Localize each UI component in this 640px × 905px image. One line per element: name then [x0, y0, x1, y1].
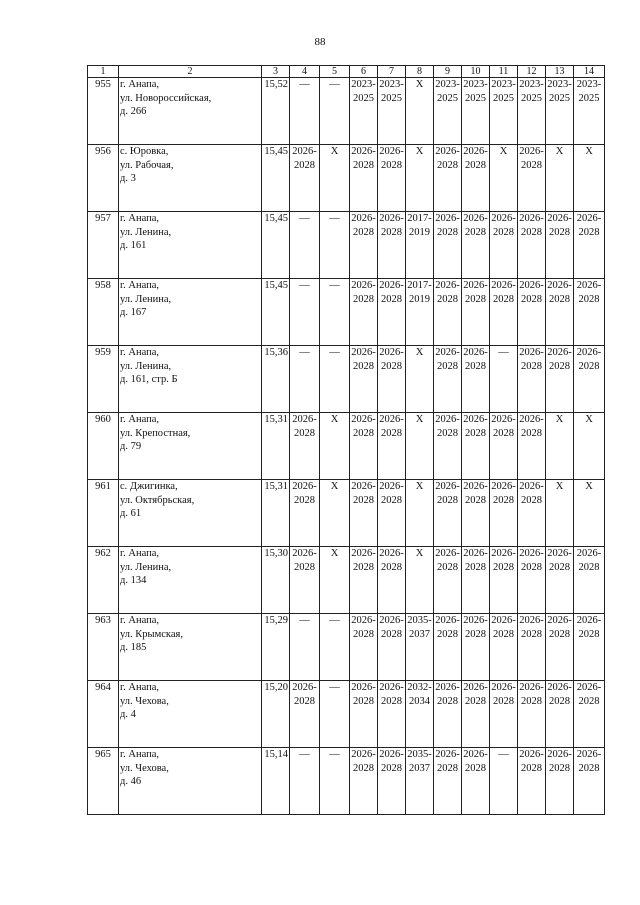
- period-cell: 2023-2025: [574, 78, 605, 145]
- address-line: д. 3: [120, 173, 136, 184]
- value-cell: 15,31: [262, 413, 290, 480]
- period-cell: 2026-2028: [574, 346, 605, 413]
- period-cell: 2026-2028: [518, 212, 546, 279]
- address-line: ул. Октябрьская,: [120, 494, 195, 506]
- period-cell: 2023-2025: [490, 78, 518, 145]
- table-row: [88, 145, 605, 212]
- period-cell: 2026-2028: [350, 212, 378, 279]
- period-cell: 2026-2028: [574, 279, 605, 346]
- table-row: [88, 614, 605, 681]
- period-cell: 2035-2037: [406, 748, 434, 815]
- period-cell: 2026-2028: [462, 748, 490, 815]
- row-number: 965: [88, 748, 119, 815]
- column-header: 7: [378, 66, 406, 78]
- period-cell: 2026-2028: [462, 279, 490, 346]
- address-cell: [119, 681, 262, 748]
- address-cell: [119, 547, 262, 614]
- period-cell: 2026-2028: [290, 480, 320, 547]
- period-cell: X: [406, 346, 434, 413]
- address-cell: [119, 346, 262, 413]
- period-cell: 2026-2028: [518, 346, 546, 413]
- address-line: д. 167: [120, 307, 147, 318]
- period-cell: X: [406, 547, 434, 614]
- period-cell: 2026-2028: [378, 614, 406, 681]
- address-line: г. Анапа,: [120, 414, 160, 425]
- column-header: 3: [262, 66, 290, 78]
- address-line: г. Анапа,: [120, 615, 160, 626]
- period-cell: —: [290, 614, 320, 681]
- period-cell: 2026-2028: [546, 212, 574, 279]
- address-line: д. 4: [120, 709, 136, 720]
- period-cell: —: [320, 681, 350, 748]
- period-cell: —: [490, 748, 518, 815]
- period-cell: 2026-2028: [518, 145, 546, 212]
- period-cell: 2026-2028: [490, 413, 518, 480]
- row-number: 960: [88, 413, 119, 480]
- row-number: 956: [88, 145, 119, 212]
- period-cell: X: [546, 480, 574, 547]
- period-cell: 2023-2025: [546, 78, 574, 145]
- column-header: 4: [290, 66, 320, 78]
- address-line: ул. Чехова,: [120, 762, 169, 774]
- period-cell: 2023-2025: [434, 78, 462, 145]
- period-cell: —: [290, 279, 320, 346]
- row-number: 959: [88, 346, 119, 413]
- period-cell: X: [406, 480, 434, 547]
- period-cell: 2026-2028: [378, 279, 406, 346]
- period-cell: X: [320, 480, 350, 547]
- period-cell: 2026-2028: [574, 547, 605, 614]
- period-cell: 2032-2034: [406, 681, 434, 748]
- column-header: 14: [574, 66, 605, 78]
- value-cell: 15,36: [262, 346, 290, 413]
- period-cell: 2026-2028: [290, 547, 320, 614]
- column-header: 2: [119, 66, 262, 78]
- period-cell: X: [490, 145, 518, 212]
- table-row: [88, 346, 605, 413]
- period-cell: X: [546, 145, 574, 212]
- value-cell: 15,52: [262, 78, 290, 145]
- period-cell: 2026-2028: [434, 413, 462, 480]
- table-row: [88, 480, 605, 547]
- address-line: г. Анапа,: [120, 280, 160, 291]
- column-header: 10: [462, 66, 490, 78]
- period-cell: 2026-2028: [546, 547, 574, 614]
- period-cell: X: [574, 413, 605, 480]
- period-cell: 2026-2028: [350, 614, 378, 681]
- address-line: д. 161: [120, 240, 147, 251]
- period-cell: —: [320, 748, 350, 815]
- period-cell: 2026-2028: [490, 480, 518, 547]
- period-cell: 2023-2025: [518, 78, 546, 145]
- period-cell: 2026-2028: [290, 145, 320, 212]
- address-line: ул. Ленина,: [120, 561, 172, 573]
- period-cell: 2026-2028: [290, 413, 320, 480]
- value-cell: 15,45: [262, 145, 290, 212]
- address-line: г. Анапа,: [120, 213, 160, 224]
- address-cell: [119, 748, 262, 815]
- period-cell: 2026-2028: [518, 480, 546, 547]
- period-cell: 2026-2028: [574, 681, 605, 748]
- period-cell: 2026-2028: [378, 413, 406, 480]
- period-cell: 2026-2028: [546, 614, 574, 681]
- period-cell: 2026-2028: [518, 614, 546, 681]
- address-line: г. Анапа,: [120, 347, 160, 358]
- row-number: 961: [88, 480, 119, 547]
- address-line: г. Анапа,: [120, 79, 160, 90]
- period-cell: 2035-2037: [406, 614, 434, 681]
- address-line: г. Анапа,: [120, 749, 160, 760]
- table-row: [88, 681, 605, 748]
- column-header: 1: [88, 66, 119, 78]
- table-row: [88, 279, 605, 346]
- address-line: г. Анапа,: [120, 548, 160, 559]
- period-cell: X: [406, 78, 434, 145]
- period-cell: 2026-2028: [574, 614, 605, 681]
- table-row: [88, 212, 605, 279]
- period-cell: 2026-2028: [490, 614, 518, 681]
- address-line: ул. Чехова,: [120, 695, 169, 707]
- table-row: [88, 748, 605, 815]
- value-cell: 15,14: [262, 748, 290, 815]
- period-cell: 2026-2028: [462, 212, 490, 279]
- address-cell: [119, 145, 262, 212]
- period-cell: 2026-2028: [462, 413, 490, 480]
- period-cell: —: [290, 212, 320, 279]
- period-cell: X: [406, 413, 434, 480]
- value-cell: 15,20: [262, 681, 290, 748]
- row-number: 958: [88, 279, 119, 346]
- period-cell: 2026-2028: [434, 748, 462, 815]
- register-table: [87, 65, 605, 815]
- period-cell: —: [290, 748, 320, 815]
- period-cell: 2026-2028: [574, 212, 605, 279]
- period-cell: 2026-2028: [434, 279, 462, 346]
- table-body: [88, 66, 605, 815]
- period-cell: 2026-2028: [546, 346, 574, 413]
- address-line: д. 161, стр. Б: [120, 374, 178, 385]
- table-header-row: [88, 66, 605, 78]
- period-cell: 2026-2028: [546, 279, 574, 346]
- period-cell: 2026-2028: [378, 145, 406, 212]
- period-cell: 2026-2028: [434, 614, 462, 681]
- row-number: 962: [88, 547, 119, 614]
- address-line: ул. Крепостная,: [120, 427, 191, 439]
- period-cell: 2026-2028: [462, 614, 490, 681]
- period-cell: 2026-2028: [462, 480, 490, 547]
- address-line: ул. Ленина,: [120, 293, 172, 305]
- period-cell: 2026-2028: [490, 547, 518, 614]
- period-cell: 2026-2028: [574, 748, 605, 815]
- period-cell: 2026-2028: [290, 681, 320, 748]
- period-cell: 2026-2028: [378, 748, 406, 815]
- period-cell: 2026-2028: [518, 547, 546, 614]
- period-cell: X: [320, 413, 350, 480]
- period-cell: 2026-2028: [350, 145, 378, 212]
- period-cell: 2026-2028: [434, 212, 462, 279]
- period-cell: 2026-2028: [518, 413, 546, 480]
- address-cell: [119, 413, 262, 480]
- address-line: д. 266: [120, 106, 147, 117]
- address-line: ул. Ленина,: [120, 226, 172, 238]
- column-header: 13: [546, 66, 574, 78]
- period-cell: 2023-2025: [350, 78, 378, 145]
- period-cell: 2026-2028: [350, 547, 378, 614]
- period-cell: 2026-2028: [518, 748, 546, 815]
- period-cell: 2026-2028: [378, 480, 406, 547]
- table-row: [88, 547, 605, 614]
- period-cell: 2026-2028: [434, 480, 462, 547]
- value-cell: 15,30: [262, 547, 290, 614]
- period-cell: —: [320, 614, 350, 681]
- period-cell: —: [290, 78, 320, 145]
- column-header: 12: [518, 66, 546, 78]
- period-cell: 2026-2028: [434, 681, 462, 748]
- period-cell: 2026-2028: [350, 681, 378, 748]
- period-cell: 2023-2025: [462, 78, 490, 145]
- period-cell: X: [546, 413, 574, 480]
- period-cell: 2026-2028: [434, 547, 462, 614]
- value-cell: 15,45: [262, 212, 290, 279]
- period-cell: X: [320, 547, 350, 614]
- period-cell: 2026-2028: [350, 413, 378, 480]
- row-number: 963: [88, 614, 119, 681]
- address-cell: [119, 279, 262, 346]
- period-cell: —: [320, 212, 350, 279]
- address-line: ул. Крымская,: [120, 628, 183, 640]
- address-cell: [119, 212, 262, 279]
- period-cell: 2026-2028: [378, 681, 406, 748]
- period-cell: 2026-2028: [462, 145, 490, 212]
- period-cell: 2026-2028: [378, 212, 406, 279]
- address-line: с. Юровка,: [120, 146, 169, 157]
- table-row: [88, 413, 605, 480]
- period-cell: —: [320, 78, 350, 145]
- column-header: 6: [350, 66, 378, 78]
- period-cell: 2026-2028: [518, 279, 546, 346]
- period-cell: 2026-2028: [350, 480, 378, 547]
- address-cell: [119, 480, 262, 547]
- column-header: 5: [320, 66, 350, 78]
- period-cell: 2026-2028: [490, 681, 518, 748]
- address-line: с. Джигинка,: [120, 481, 178, 492]
- period-cell: X: [574, 480, 605, 547]
- period-cell: 2026-2028: [462, 346, 490, 413]
- period-cell: —: [320, 279, 350, 346]
- period-cell: 2017-2019: [406, 212, 434, 279]
- period-cell: —: [490, 346, 518, 413]
- row-number: 964: [88, 681, 119, 748]
- address-line: д. 185: [120, 642, 147, 653]
- period-cell: 2026-2028: [462, 547, 490, 614]
- period-cell: —: [290, 346, 320, 413]
- address-line: д. 61: [120, 508, 142, 519]
- period-cell: 2026-2028: [378, 547, 406, 614]
- period-cell: 2026-2028: [518, 681, 546, 748]
- table-row: [88, 78, 605, 145]
- period-cell: 2023-2025: [378, 78, 406, 145]
- address-line: ул. Новороссийская,: [120, 92, 212, 104]
- address-cell: [119, 78, 262, 145]
- row-number: 955: [88, 78, 119, 145]
- period-cell: 2026-2028: [490, 212, 518, 279]
- period-cell: —: [320, 346, 350, 413]
- value-cell: 15,31: [262, 480, 290, 547]
- value-cell: 15,29: [262, 614, 290, 681]
- column-header: 11: [490, 66, 518, 78]
- column-header: 8: [406, 66, 434, 78]
- period-cell: 2026-2028: [546, 681, 574, 748]
- period-cell: 2026-2028: [350, 748, 378, 815]
- column-header: 9: [434, 66, 462, 78]
- period-cell: 2026-2028: [434, 145, 462, 212]
- address-line: д. 46: [120, 776, 142, 787]
- period-cell: 2026-2028: [378, 346, 406, 413]
- page-number: 88: [314, 36, 326, 48]
- address-line: д. 79: [120, 441, 142, 452]
- address-line: г. Анапа,: [120, 682, 160, 693]
- period-cell: 2026-2028: [490, 279, 518, 346]
- period-cell: X: [320, 145, 350, 212]
- period-cell: 2026-2028: [434, 346, 462, 413]
- address-line: ул. Ленина,: [120, 360, 172, 372]
- period-cell: 2026-2028: [350, 346, 378, 413]
- row-number: 957: [88, 212, 119, 279]
- address-cell: [119, 614, 262, 681]
- value-cell: 15,45: [262, 279, 290, 346]
- address-line: ул. Рабочая,: [120, 159, 174, 171]
- period-cell: 2017-2019: [406, 279, 434, 346]
- period-cell: 2026-2028: [546, 748, 574, 815]
- period-cell: X: [406, 145, 434, 212]
- period-cell: 2026-2028: [462, 681, 490, 748]
- period-cell: X: [574, 145, 605, 212]
- address-line: д. 134: [120, 575, 147, 586]
- period-cell: 2026-2028: [350, 279, 378, 346]
